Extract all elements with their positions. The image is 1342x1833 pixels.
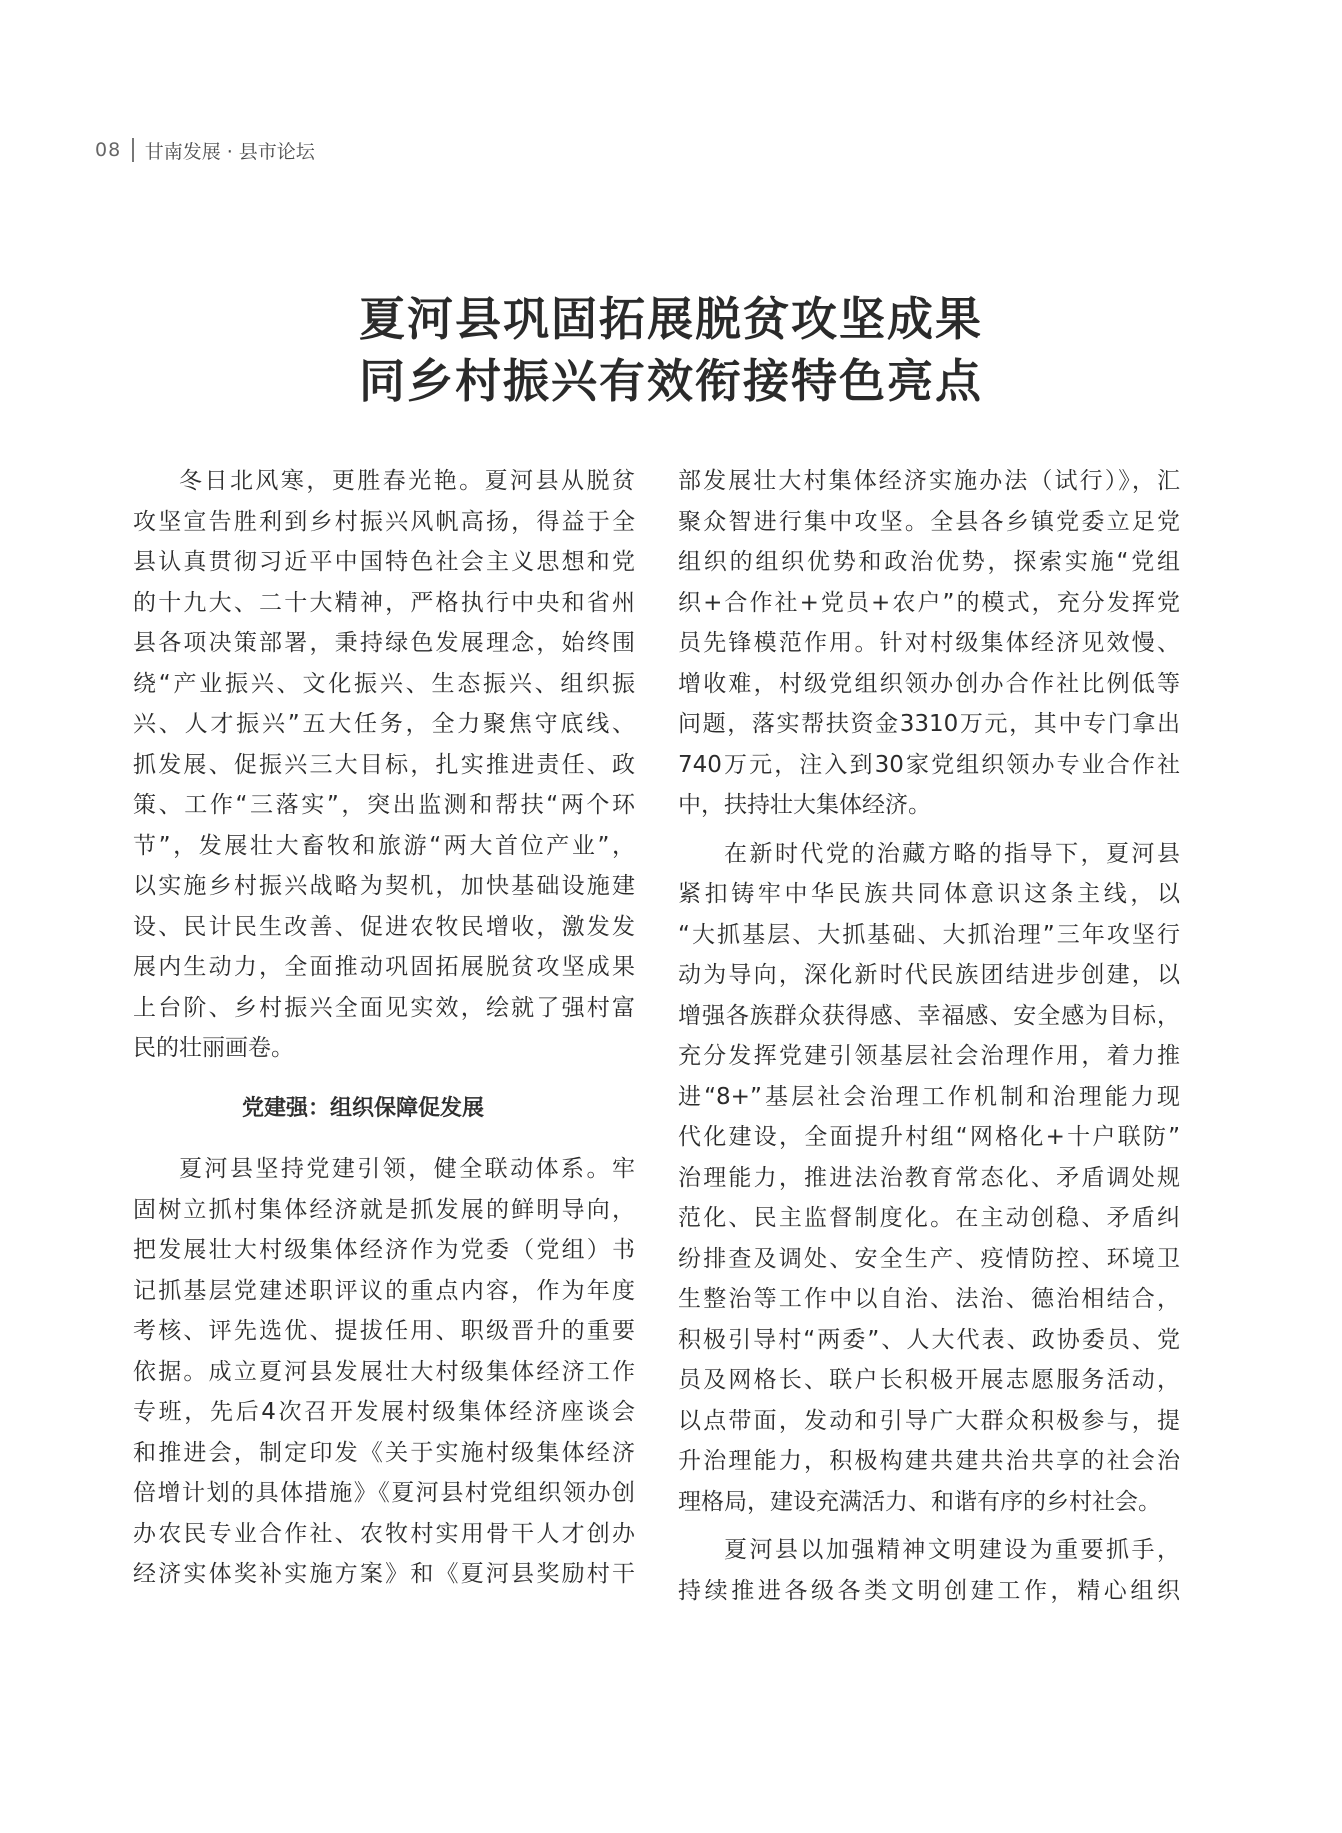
text-line: 以点带面，发动和引导广大群众积极参与，提: [678, 1407, 1180, 1434]
text-line: 办农民专业合作社、农牧村实用骨干人才创办: [133, 1520, 635, 1547]
text-line: 依据。成立夏河县发展壮大村级集体经济工作: [133, 1358, 635, 1385]
text-line: 积极引导村“两委”、人大代表、政协委员、党: [678, 1326, 1180, 1353]
text-line: 740万元，注入到30家党组织领办专业合作社: [678, 751, 1180, 778]
text-line: 增收难，村级党组织领办创办合作社比例低等: [678, 670, 1180, 697]
left-column: [133, 461, 635, 1595]
text-line: 员及网格长、联户长积极开展志愿服务活动，: [678, 1367, 1180, 1393]
text-line: 在新时代党的治藏方略的指导下，夏河县: [724, 840, 1180, 867]
section-name: 甘南发展 · 县市论坛: [144, 140, 315, 163]
paragraph-party-building: [133, 1149, 635, 1595]
paragraph-continued: [678, 461, 1180, 826]
paragraph-civilization: [678, 1530, 1180, 1611]
text-line: 生整治等工作中以自治、法治、德治相结合，: [678, 1286, 1180, 1312]
text-line: 县各项决策部署，秉持绿色发展理念，始终围: [133, 630, 635, 656]
text-line: 策、工作“三落实”，突出监测和帮扶“两个环: [133, 792, 635, 818]
text-line: 组织的组织优势和政治优势，探索实施“党组: [678, 549, 1180, 575]
text-line: 问题，落实帮扶资金3310万元，其中专门拿出: [678, 711, 1180, 737]
text-line: 纷排查及调处、安全生产、疫情防控、环境卫: [678, 1245, 1180, 1272]
text-line: 充分发挥党建引领基层社会治理作用，着力推: [678, 1043, 1180, 1069]
text-line: 把发展壮大村级集体经济作为党委（党组）书: [133, 1237, 635, 1263]
text-line: 考核、评先选优、提拔任用、职级晋升的重要: [133, 1318, 635, 1344]
text-line: 绕“产业振兴、文化振兴、生态振兴、组织振: [133, 670, 635, 697]
text-line: 夏河县以加强精神文明建设为重要抓手，: [724, 1537, 1180, 1563]
text-line: 夏河县坚持党建引领，健全联动体系。牢: [179, 1156, 635, 1182]
text-line: 增强各族群众获得感、幸福感、安全感为目标，: [678, 1002, 1180, 1029]
text-line: 民的壮丽画卷。: [133, 1035, 294, 1061]
text-line: 经济实体奖补实施方案》和《夏河县奖励村干: [133, 1561, 635, 1587]
text-line: 部发展壮大村集体经济实施办法（试行）》，汇: [678, 468, 1180, 494]
text-line: 治理能力，推进法治教育常态化、矛盾调处规: [678, 1164, 1180, 1191]
page-number: 08: [95, 139, 122, 161]
text-line: 设、民计民生改善、促进农牧民增收，激发发: [133, 913, 635, 940]
text-line: 动为导向，深化新时代民族团结进步创建，以: [678, 962, 1180, 988]
text-line: 中，扶持壮大集体经济。: [678, 792, 931, 818]
text-line: 持续推进各级各类文明创建工作，精心组织: [678, 1577, 1180, 1604]
title-line-2: 同乡村振兴有效衔接特色亮点: [359, 354, 983, 408]
text-line: “大抓基层、大抓基础、大抓治理”三年攻坚行: [678, 921, 1180, 948]
text-line: 记抓基层党建述职评议的重点内容，作为年度: [133, 1277, 635, 1304]
running-header: [95, 136, 315, 164]
title-line-1: 夏河县巩固拓展脱贫攻坚成果: [359, 292, 983, 346]
text-line: 固树立抓村集体经济就是抓发展的鲜明导向，: [133, 1196, 635, 1223]
text-line: 倍增计划的具体措施》《夏河县村党组织领办创: [133, 1480, 635, 1506]
text-line: 攻坚宣告胜利到乡村振兴风帆高扬，得益于全: [133, 508, 635, 535]
text-line: 上台阶、乡村振兴全面见实效，绘就了强村富: [133, 994, 635, 1021]
text-line: 紧扣铸牢中华民族共同体意识这条主线，以: [678, 881, 1180, 907]
paragraph-gap: [678, 1522, 1180, 1530]
header-divider: [132, 138, 134, 162]
text-line: 冬日北风寒，更胜春光艳。夏河县从脱贫: [179, 468, 635, 494]
paragraph-gap: [678, 826, 1180, 834]
text-line: 范化、民主监督制度化。在主动创稳、矛盾纠: [678, 1205, 1180, 1231]
text-line: 专班，先后4次召开发展村级集体经济座谈会: [133, 1399, 635, 1425]
right-column: [678, 461, 1180, 1611]
article-title: [0, 288, 1342, 412]
text-line: 县认真贯彻习近平中国特色社会主义思想和党: [133, 549, 635, 575]
text-line: 进“8+”基层社会治理工作机制和治理能力现: [678, 1083, 1180, 1110]
text-line: 的十九大、二十大精神，严格执行中央和省州: [133, 589, 635, 616]
paragraph-intro: [133, 461, 635, 1069]
text-line: 代化建设，全面提升村组“网格化+十户联防”: [678, 1124, 1180, 1150]
text-line: 展内生动力，全面推动巩固拓展脱贫攻坚成果: [133, 954, 635, 980]
text-line: 聚众智进行集中攻坚。全县各乡镇党委立足党: [678, 508, 1180, 535]
text-line: 理格局，建设充满活力、和谐有序的乡村社会。: [678, 1488, 1161, 1515]
text-line: 抓发展、促振兴三大目标，扎实推进责任、政: [133, 751, 635, 778]
text-line: 升治理能力，积极构建共建共治共享的社会治: [678, 1448, 1180, 1474]
text-line: 和推进会，制定印发《关于实施村级集体经济: [133, 1439, 635, 1466]
text-line: 节”，发展壮大畜牧和旅游“两大首位产业”，: [133, 832, 635, 859]
text-line: 员先锋模范作用。针对村级集体经济见效慢、: [678, 630, 1180, 656]
text-line: 织+合作社+党员+农户”的模式，充分发挥党: [678, 589, 1180, 616]
paragraph-governance: [678, 834, 1180, 1523]
section-subheading: 党建强：组织保障促发展: [242, 1095, 485, 1121]
text-line: 以实施乡村振兴战略为契机，加快基础设施建: [133, 873, 635, 899]
text-line: 兴、人才振兴”五大任务，全力聚焦守底线、: [133, 711, 635, 737]
